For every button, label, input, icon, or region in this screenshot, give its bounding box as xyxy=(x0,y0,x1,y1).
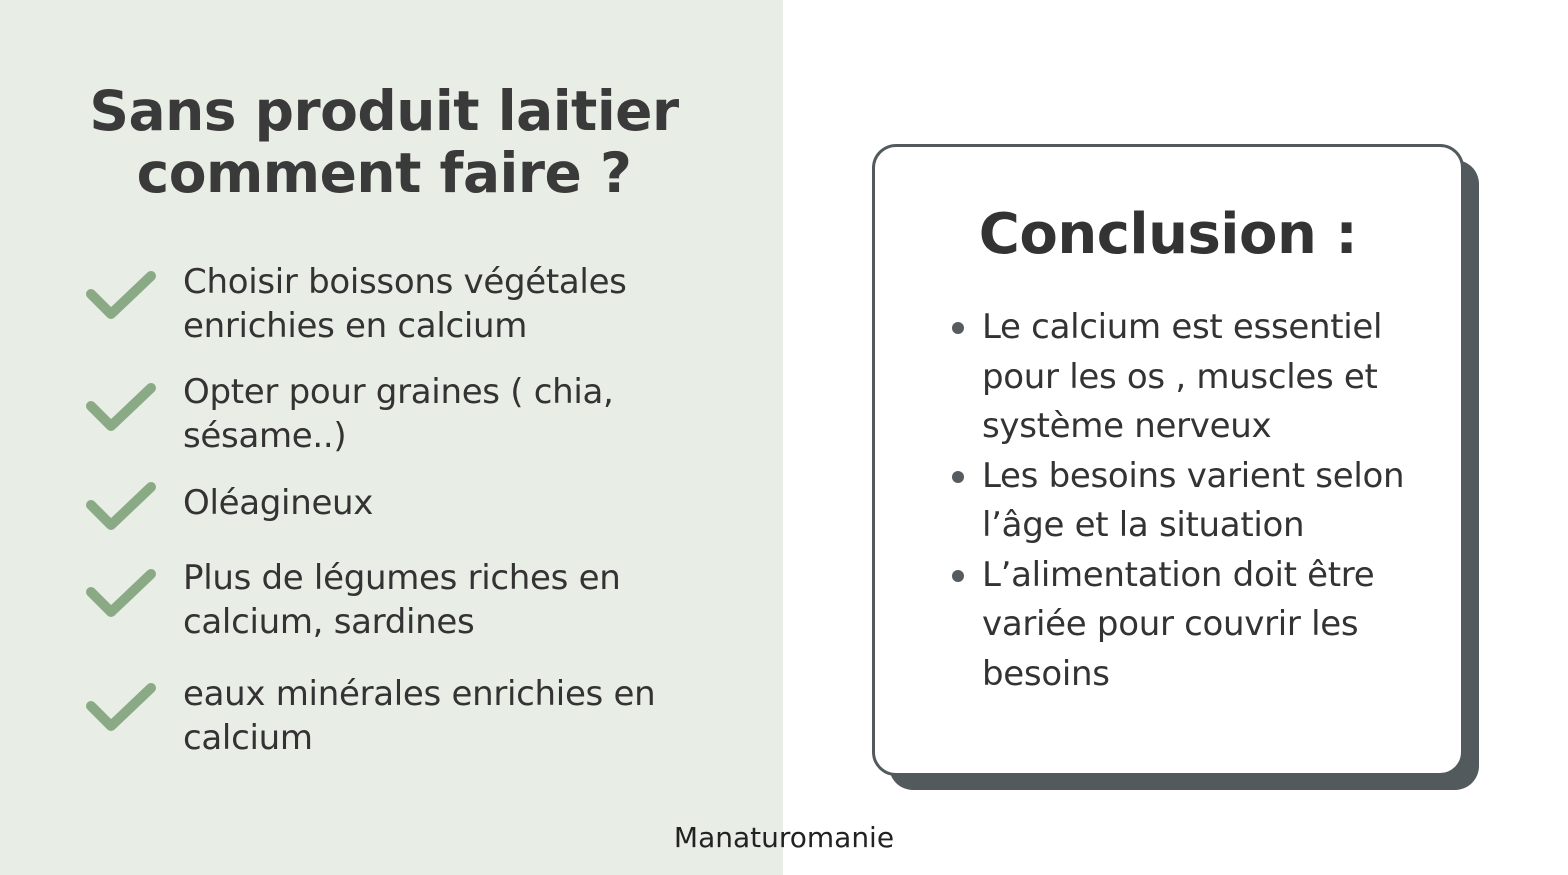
check-icon xyxy=(85,477,157,535)
check-icon xyxy=(85,266,157,324)
list-item-text xyxy=(183,672,723,760)
bullet-line: l’âge et la situation xyxy=(982,505,1305,545)
check-icon xyxy=(85,678,157,736)
left-title-line-1: Sans produit laitier xyxy=(89,79,679,143)
check-icon xyxy=(85,378,157,436)
left-panel xyxy=(0,0,783,875)
list-item-line-1: eaux minérales enrichies en xyxy=(183,674,656,714)
bullet-dot-icon xyxy=(952,322,964,334)
conclusion-bullet xyxy=(950,303,1450,452)
bullet-line: variée pour couvrir les xyxy=(982,604,1359,644)
list-item-line-1: Oléagineux xyxy=(183,483,374,523)
conclusion-bullet xyxy=(950,452,1450,551)
list-item-text xyxy=(183,370,723,458)
conclusion-card xyxy=(872,144,1464,776)
bullet-line: Les besoins varient selon xyxy=(982,455,1405,496)
list-item-text xyxy=(183,481,723,525)
list-item-text xyxy=(183,556,723,644)
list-item-line-1: Plus de légumes riches en xyxy=(183,558,621,598)
list-item-line-1: Opter pour graines ( chia, xyxy=(183,372,614,412)
bullet-line: pour les os , muscles et xyxy=(982,356,1378,397)
check-icon xyxy=(85,564,157,622)
left-title-line-2: comment faire ? xyxy=(136,141,632,205)
bullet-line: système nerveux xyxy=(982,406,1272,446)
list-item-line-2: enrichies en calcium xyxy=(183,306,528,346)
bullet-line: Le calcium est essentiel xyxy=(982,307,1383,347)
list-item-line-2: calcium xyxy=(183,718,313,758)
list-item-line-1: Choisir boissons végétales xyxy=(183,262,627,302)
bullet-line: besoins xyxy=(982,653,1110,694)
conclusion-bullet xyxy=(950,551,1450,700)
bullet-dot-icon xyxy=(952,570,964,582)
conclusion-title: Conclusion : xyxy=(978,202,1358,267)
bullet-dot-icon xyxy=(952,471,964,483)
bullet-line: L’alimentation doit être xyxy=(982,554,1375,595)
left-title xyxy=(0,80,768,204)
list-item-line-2: calcium, sardines xyxy=(183,602,475,642)
footer-brand: Manaturomanie xyxy=(673,821,895,854)
conclusion-bullet-list xyxy=(950,303,1450,699)
list-item-line-2: sésame..) xyxy=(183,416,347,456)
list-item-text xyxy=(183,260,723,348)
